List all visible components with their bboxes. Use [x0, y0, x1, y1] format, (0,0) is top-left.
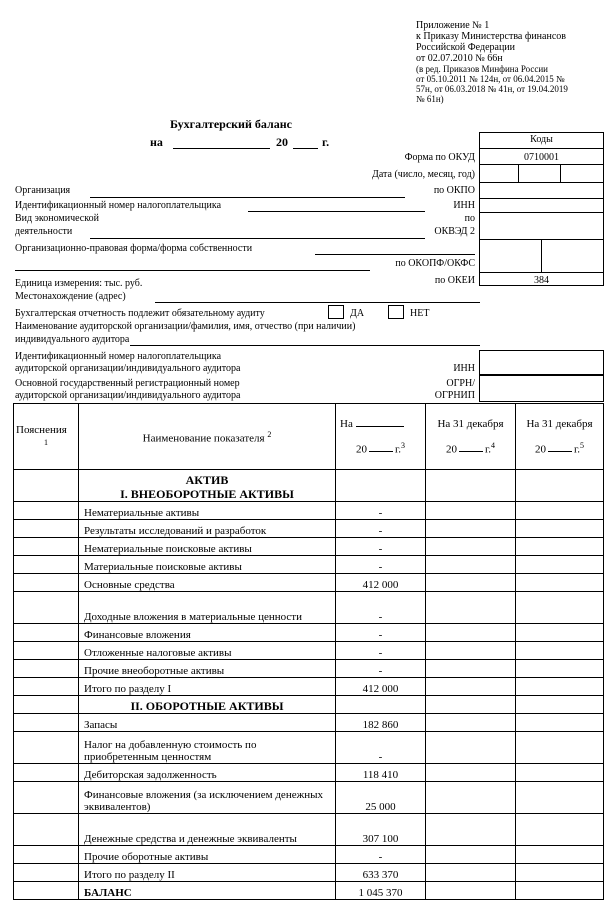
table-row	[14, 814, 604, 846]
row-value[interactable]: -	[336, 502, 426, 520]
value-cell[interactable]	[426, 502, 516, 520]
notes-cell[interactable]	[14, 864, 79, 882]
section-1-title: I. ВНЕОБОРОТНЫЕ АКТИВЫ	[120, 487, 294, 501]
col-dec2-header	[516, 404, 604, 470]
okpo-label: по ОКПО	[433, 185, 475, 196]
appendix-note	[416, 20, 606, 104]
row-name: Итого по разделу I	[79, 678, 336, 696]
table-row	[14, 678, 604, 696]
table-row	[14, 592, 604, 624]
footnote-mark: 1	[44, 438, 48, 447]
auditor-inn-label: аудиторской организации/индивидуального аудитора	[15, 363, 241, 374]
value-cell[interactable]	[516, 764, 604, 782]
date-on-label: на	[150, 135, 163, 149]
appendix-line: к Приказу Министерства финансов	[416, 31, 566, 42]
value-cell[interactable]	[426, 846, 516, 864]
table-row	[14, 864, 604, 882]
value-cell[interactable]	[516, 624, 604, 642]
row-name: Итого по разделу II	[79, 864, 336, 882]
value-cell[interactable]	[516, 520, 604, 538]
document-title: Бухгалтерский баланс	[170, 117, 292, 131]
audit-no-label: НЕТ	[410, 308, 430, 319]
row-value[interactable]: -	[336, 592, 426, 624]
row-value[interactable]: 1 045 370	[336, 882, 426, 900]
notes-cell[interactable]	[14, 592, 79, 624]
section-row	[14, 696, 604, 714]
balance-table	[13, 403, 604, 900]
table-row	[14, 846, 604, 864]
row-name: Прочие оборотные активы	[79, 846, 336, 864]
audit-yes-checkbox[interactable]	[328, 305, 344, 319]
col-name-label: Наименование показателя	[142, 432, 265, 445]
date-label: Дата (число, месяц, год)	[372, 169, 475, 180]
activity-field[interactable]	[90, 238, 425, 239]
date-year-prefix: 20	[276, 135, 288, 149]
value-cell[interactable]	[426, 574, 516, 592]
value-cell[interactable]	[516, 592, 604, 624]
row-name: Доходные вложения в материальные ценности	[79, 592, 336, 624]
notes-cell[interactable]	[14, 624, 79, 642]
okud-value: 0710001	[524, 152, 559, 163]
col-dec2-label: На 31 декабря	[526, 417, 593, 430]
appendix-line: от 02.07.2010 № 66н	[416, 53, 503, 64]
inn-label: ИНН	[453, 200, 475, 211]
row-value[interactable]: -	[336, 538, 426, 556]
okopf-cell-divider	[541, 240, 542, 272]
audit-label: Бухгалтерская отчетность подлежит обязательному аудиту	[15, 308, 265, 319]
row-value[interactable]: 633 370	[336, 864, 426, 882]
value-cell[interactable]	[516, 782, 604, 814]
auditor-ogrn-label: аудиторской организации/индивидуального аудитора	[15, 390, 241, 401]
row-value[interactable]: -	[336, 732, 426, 764]
value-cell[interactable]	[516, 864, 604, 882]
notes-cell[interactable]	[14, 882, 79, 900]
location-field[interactable]	[155, 302, 480, 303]
section-row	[14, 470, 604, 502]
date-cell-divider	[518, 165, 519, 183]
date-year-suffix: г.	[322, 135, 330, 149]
value-cell[interactable]	[516, 556, 604, 574]
notes-cell[interactable]	[14, 678, 79, 696]
table-row	[14, 502, 604, 520]
row-name: Основные средства	[79, 574, 336, 592]
col-dec1-header	[426, 404, 516, 470]
value-cell[interactable]	[516, 882, 604, 900]
col-dec1-g: г.	[484, 443, 492, 456]
row-name: Прочие внеоборотные активы	[79, 660, 336, 678]
auditor-ogrn-code-label: ОГРНИП	[434, 390, 475, 401]
section-title-cell	[79, 696, 336, 714]
row-name: Налог на добавленную стоимость по приобретенным ценностям	[79, 732, 336, 764]
okved-label: по	[464, 213, 475, 224]
col-dec2-year: 20	[534, 443, 546, 456]
notes-cell[interactable]	[14, 696, 79, 714]
value-cell[interactable]	[426, 764, 516, 782]
value-cell[interactable]	[426, 882, 516, 900]
inn-field[interactable]	[248, 211, 425, 212]
notes-cell[interactable]	[14, 574, 79, 592]
section-2-title: II. ОБОРОТНЫЕ АКТИВЫ	[130, 699, 284, 713]
notes-cell[interactable]	[14, 556, 79, 574]
col-dec2-g: г.	[573, 443, 581, 456]
footnote-mark: 4	[491, 440, 496, 450]
appendix-line: № 61н)	[416, 94, 444, 104]
value-cell[interactable]	[426, 624, 516, 642]
legal-form-field-2[interactable]	[15, 270, 370, 271]
auditor-ogrn-box[interactable]	[479, 375, 604, 402]
row-name: БАЛАНС	[79, 882, 336, 900]
okved-label: ОКВЭД 2	[434, 226, 475, 237]
notes-cell[interactable]	[14, 502, 79, 520]
row-name: Результаты исследований и разработок	[79, 520, 336, 538]
col-on-header	[336, 404, 426, 470]
unit-label: Единица измерения: тыс. руб.	[15, 278, 143, 289]
value-cell[interactable]	[516, 660, 604, 678]
table-header-row	[14, 404, 604, 470]
value-cell[interactable]	[426, 592, 516, 624]
value-cell[interactable]	[426, 714, 516, 732]
codes-divider	[479, 148, 604, 149]
value-cell[interactable]	[426, 642, 516, 660]
value-cell[interactable]	[426, 864, 516, 882]
appendix-line: 57н, от 06.03.2018 № 41н, от 19.04.2019	[416, 84, 568, 94]
activity-label: Вид экономической	[15, 213, 99, 224]
row-value[interactable]: -	[336, 624, 426, 642]
value-cell[interactable]	[426, 782, 516, 814]
row-name: Финансовые вложения	[79, 624, 336, 642]
notes-cell[interactable]	[14, 538, 79, 556]
row-name: Финансовые вложения (за исключением денежных эквивалентов)	[79, 782, 336, 814]
table-row	[14, 624, 604, 642]
codes-divider	[479, 272, 604, 273]
location-label: Местонахождение (адрес)	[15, 291, 126, 302]
col-notes-label: Пояснения	[16, 424, 67, 436]
codes-header: Коды	[530, 134, 553, 145]
notes-cell[interactable]	[14, 520, 79, 538]
table-row	[14, 660, 604, 678]
row-name: Нематериальные активы	[79, 502, 336, 520]
row-name: Дебиторская задолженность	[79, 764, 336, 782]
inn-field-label: Идентификационный номер налогоплательщика	[15, 200, 222, 211]
legal-form-field[interactable]	[315, 254, 475, 255]
notes-cell[interactable]	[14, 714, 79, 732]
organization-field[interactable]	[90, 197, 405, 198]
year-blank-line[interactable]	[293, 148, 318, 149]
value-cell[interactable]	[516, 814, 604, 846]
value-cell[interactable]	[516, 732, 604, 764]
auditor-name-label: Наименование аудиторской организации/фамилия, имя, отчество (при наличии)	[15, 321, 356, 332]
codes-divider	[479, 182, 604, 183]
table-row	[14, 782, 604, 814]
row-value[interactable]: 412 000	[336, 574, 426, 592]
codes-divider	[479, 198, 604, 199]
auditor-name-field[interactable]	[130, 345, 480, 346]
row-name: Материальные поисковые активы	[79, 556, 336, 574]
row-name: Денежные средства и денежные эквиваленты	[79, 814, 336, 846]
footnote-mark: 3	[401, 440, 406, 450]
table-row	[14, 714, 604, 732]
date-blank-line[interactable]	[173, 148, 270, 149]
col-on-label: На	[340, 417, 353, 430]
row-name: Отложенные налоговые активы	[79, 642, 336, 660]
row-value[interactable]: 182 860	[336, 714, 426, 732]
appendix-line: Российской Федерации	[416, 42, 516, 53]
value-cell[interactable]	[426, 678, 516, 696]
value-cell[interactable]	[426, 520, 516, 538]
col-dec1-label: На 31 декабря	[437, 417, 504, 430]
row-value[interactable]: -	[336, 520, 426, 538]
notes-cell[interactable]	[14, 782, 79, 814]
auditor-inn-box[interactable]	[479, 350, 604, 375]
okei-label: по ОКЕИ	[434, 275, 475, 286]
value-cell[interactable]	[426, 556, 516, 574]
row-value[interactable]: 307 100	[336, 814, 426, 846]
footnote-mark: 2	[267, 429, 272, 439]
appendix-line: Приложение № 1	[416, 20, 490, 31]
notes-cell[interactable]	[14, 732, 79, 764]
row-value[interactable]: -	[336, 556, 426, 574]
date-cell-divider	[560, 165, 561, 183]
table-row	[14, 520, 604, 538]
value-cell[interactable]	[426, 732, 516, 764]
appendix-line: от 05.10.2011 № 124н, от 06.04.2015 №	[416, 74, 565, 84]
row-value[interactable]: -	[336, 846, 426, 864]
value-cell[interactable]	[516, 538, 604, 556]
activity-label: деятельности	[15, 226, 73, 237]
row-value[interactable]: 25 000	[336, 782, 426, 814]
table-row	[14, 732, 604, 764]
codes-divider	[479, 212, 604, 213]
table-row	[14, 764, 604, 782]
notes-cell[interactable]	[14, 764, 79, 782]
table-row	[14, 538, 604, 556]
value-cell[interactable]	[516, 846, 604, 864]
col-on-g: г.	[394, 443, 402, 456]
okopf-label: по ОКОПФ/ОКФС	[395, 258, 475, 269]
auditor-inn-code-label: ИНН	[453, 363, 475, 374]
row-value[interactable]: -	[336, 660, 426, 678]
auditor-inn-label: Идентификационный номер налогоплательщика	[15, 351, 222, 362]
col-notes-header	[14, 404, 79, 470]
col-dec1-year: 20	[445, 443, 457, 456]
section-asset-title: АКТИВ	[185, 473, 229, 487]
section-title-cell	[79, 470, 336, 502]
auditor-name-label: индивидуального аудитора	[15, 334, 130, 345]
okei-value: 384	[534, 275, 549, 286]
notes-cell[interactable]	[14, 660, 79, 678]
table-row	[14, 642, 604, 660]
footnote-mark: 5	[580, 440, 585, 450]
value-cell[interactable]	[516, 714, 604, 732]
table-row	[14, 882, 604, 900]
table-row	[14, 556, 604, 574]
row-name: Запасы	[79, 714, 336, 732]
notes-cell[interactable]	[14, 846, 79, 864]
audit-yes-label: ДА	[350, 308, 365, 319]
row-value[interactable]: 412 000	[336, 678, 426, 696]
value-cell[interactable]	[426, 538, 516, 556]
value-cell[interactable]	[516, 502, 604, 520]
appendix-line: (в ред. Приказов Минфина России	[416, 64, 548, 74]
value-cell[interactable]	[516, 574, 604, 592]
okud-label: Форма по ОКУД	[404, 152, 475, 163]
table-row	[14, 574, 604, 592]
codes-divider	[479, 164, 604, 165]
auditor-ogrn-code-label: ОГРН/	[446, 378, 475, 389]
notes-cell[interactable]	[14, 814, 79, 846]
col-on-year: 20	[355, 443, 367, 456]
notes-cell[interactable]	[14, 470, 79, 502]
row-name: Нематериальные поисковые активы	[79, 538, 336, 556]
organization-label: Организация	[15, 185, 71, 196]
col-name-header	[79, 404, 336, 470]
legal-form-label: Организационно-правовая форма/форма собственности	[15, 243, 253, 254]
row-value[interactable]: 118 410	[336, 764, 426, 782]
notes-cell[interactable]	[14, 642, 79, 660]
value-cell[interactable]	[516, 678, 604, 696]
audit-no-checkbox[interactable]	[388, 305, 404, 319]
row-value[interactable]: -	[336, 642, 426, 660]
value-cell[interactable]	[516, 642, 604, 660]
auditor-ogrn-label: Основной государственный регистрационный номер	[15, 378, 240, 389]
value-cell[interactable]	[426, 660, 516, 678]
value-cell[interactable]	[426, 814, 516, 846]
